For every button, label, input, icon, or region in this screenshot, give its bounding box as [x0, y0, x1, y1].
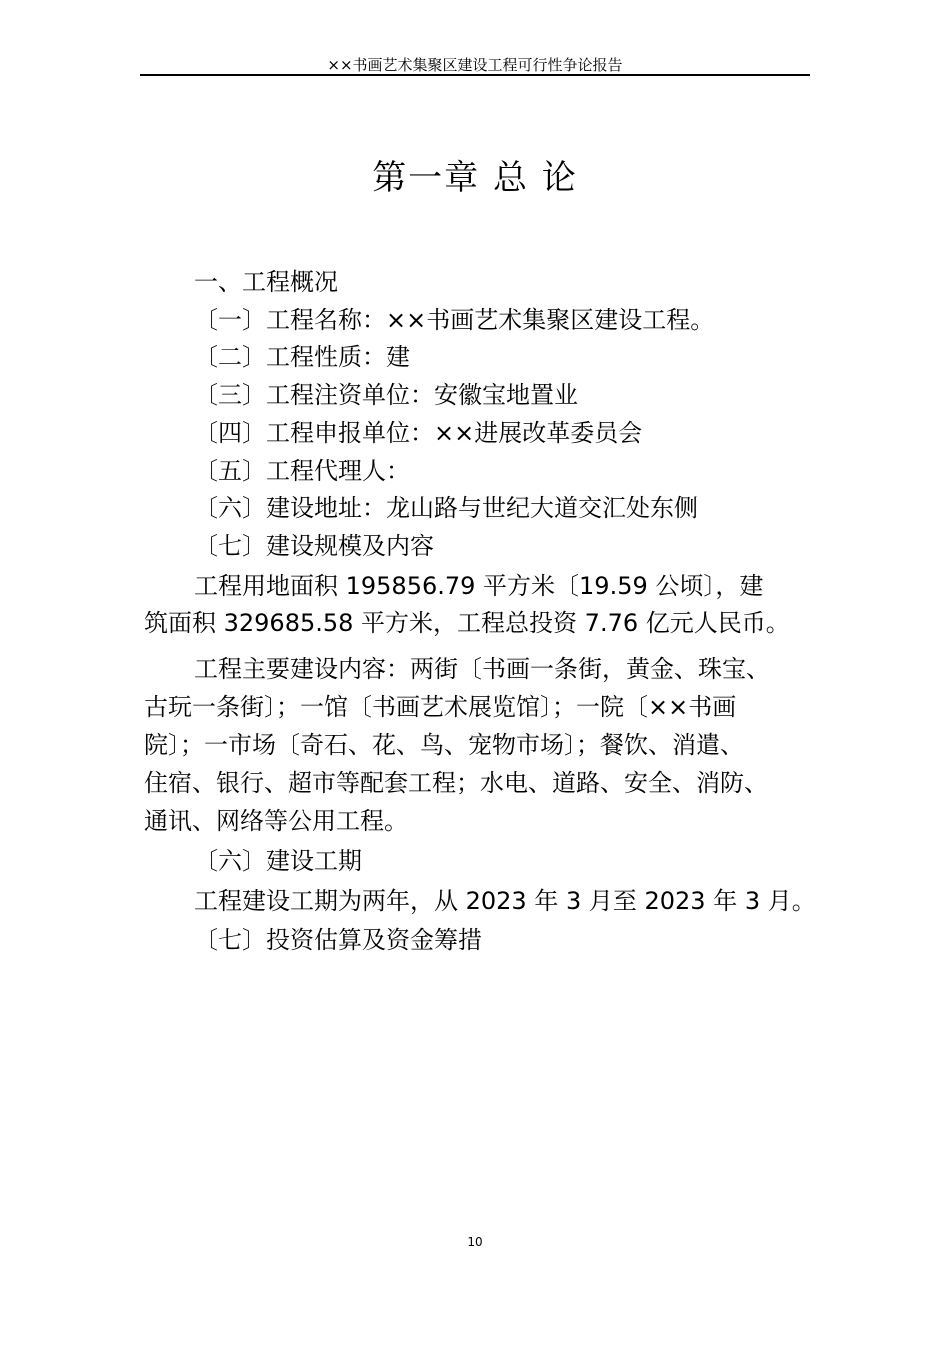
investment-heading: 〔七〕投资估算及资金筹措 — [194, 926, 482, 954]
page-number: 10 — [467, 1235, 483, 1249]
content-paragraph — [144, 650, 814, 840]
project-nature-item: 〔二〕工程性质：建 — [194, 343, 410, 371]
content-line: 院〕；一市场〔奇石、花、鸟、宠物市场〕；餐饮、消遣、 — [144, 731, 744, 759]
scale-item: 〔七〕建设规模及内容 — [194, 532, 434, 560]
period-heading: 〔六〕建设工期 — [194, 847, 362, 875]
content-line: 古玩一条街〕；一馆〔书画艺术展览馆〕；一院〔××书画 — [144, 693, 737, 721]
area-line: 工程用地面积 195856.79 平方米〔19.59 公顷〕，建 — [194, 572, 764, 600]
content-line: 工程主要建设内容：两街〔书画一条街，黄金、珠宝、 — [194, 655, 770, 683]
content-line: 住宿、银行、超市等配套工程；水电、道路、安全、消防、 — [144, 769, 768, 797]
content-line: 通讯、网络等公用工程。 — [144, 807, 408, 835]
section-heading: 一、工程概况 — [194, 268, 338, 296]
chapter-title: 第一章 总 论 — [372, 158, 578, 198]
area-line: 筑面积 329685.58 平方米，工程总投资 7.76 亿元人民币。 — [144, 609, 790, 637]
area-paragraph — [144, 568, 814, 642]
running-header: ××书画艺术集聚区建设工程可行性争论报告 — [327, 56, 623, 74]
applicant-item: 〔四〕工程申报单位：××进展改革委员会 — [194, 419, 643, 447]
investor-item: 〔三〕工程注资单位：安徽宝地置业 — [194, 381, 578, 409]
header-divider — [140, 74, 810, 76]
agent-item: 〔五〕工程代理人： — [194, 457, 410, 485]
project-name-item: 〔一〕工程名称：××书画艺术集聚区建设工程。 — [194, 306, 715, 334]
period-text: 工程建设工期为两年，从 2023 年 3 月至 2023 年 3 月。 — [194, 887, 816, 915]
location-item: 〔六〕建设地址：龙山路与世纪大道交汇处东侧 — [194, 494, 698, 522]
